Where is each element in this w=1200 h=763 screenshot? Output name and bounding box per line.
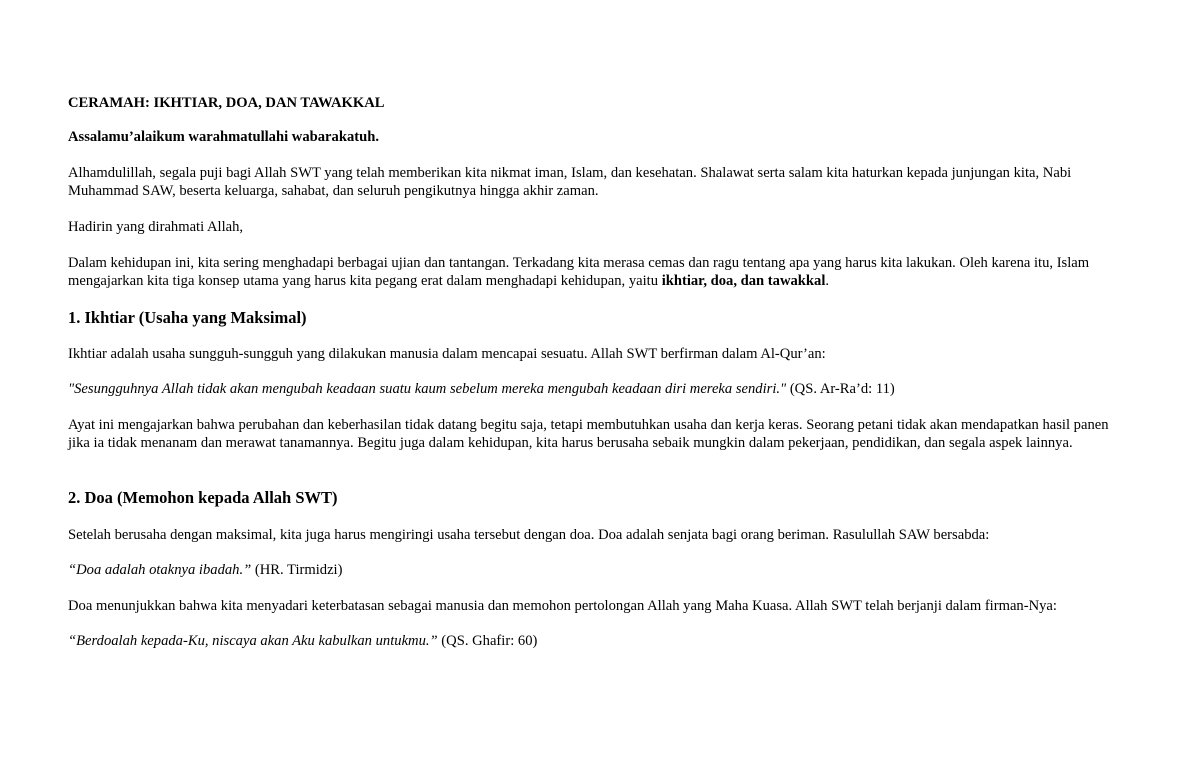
section1-quote: "Sesungguhnya Allah tidak akan mengubah keadaan suatu kaum sebelum mereka mengubah keadaan diri mereka sendiri." [68,381,787,397]
intro-text: Dalam kehidupan ini, kita sering menghadapi berbagai ujian dan tantangan. Terkadang kita merasa cemas dan ragu tentang apa yang harus kita lakukan. Oleh karena itu, Islam mengajarkan kita tiga konsep utama yang harus kita pegang erat dalam menghadapi kehidupan, yaitu [68,255,1090,289]
section2-quote1-ref: (HR. Tirmidzi) [251,562,343,578]
intro-paragraph [68,254,1134,290]
section2-quote2: “Berdoalah kepada-Ku, niscaya akan Aku kabulkan untukmu.” [68,633,438,649]
section1-heading: 1. Ikhtiar (Usaha yang Maksimal) [68,308,307,327]
section1-quote-line [68,380,1134,398]
section2-paragraph2: Doa menunjukkan bahwa kita menyadari keterbatasan sebagai manusia dan memohon pertolongan Allah yang Maha Kuasa. Allah SWT telah berjanji dalam firman-Nya: [68,598,1057,614]
section1-quote-ref: (QS. Ar-Ra’d: 11) [786,381,895,397]
section2-quote1: “Doa adalah otaknya ibadah.” [68,562,252,578]
document-title: CERAMAH: IKHTIAR, DOA, DAN TAWAKKAL [68,95,385,111]
address-line: Hadirin yang dirahmati Allah, [68,219,244,235]
section2-quote1-line [68,561,1134,579]
section1-paragraph1: Ikhtiar adalah usaha sungguh-sungguh yang dilakukan manusia dalam mencapai sesuatu. Allah SWT berfirman dalam Al-Qur’an: [68,346,826,362]
section2-quote2-ref: (QS. Ghafir: 60) [437,633,538,649]
intro-end: . [825,273,830,289]
opening-paragraph: Alhamdulillah, segala puji bagi Allah SWT yang telah memberikan kita nikmat iman, Islam, dan kesehatan. Shalawat serta salam kita haturkan kepada junjungan kita, Nabi Muhammad SAW, beserta keluarga, sahabat, dan seluruh pengikutnya hingga akhir zaman. [68,165,1072,199]
section1-paragraph2: Ayat ini mengajarkan bahwa perubahan dan keberhasilan tidak datang begitu saja, tetapi membutuhkan usaha dan kerja keras. Seorang petani tidak akan mendapatkan hasil panen jika ia tidak menanam dan merawat tanamannya. Begitu juga dalam kehidupan, kita harus berusaha sebaik mungkin dalam pekerjaan, pendidikan, dan segala aspek lainnya. [68,417,1109,451]
section2-heading: 2. Doa (Memohon kepada Allah SWT) [68,488,338,507]
greeting: Assalamu’alaikum warahmatullahi wabarakatuh. [68,129,379,145]
section2-quote2-line [68,632,1134,650]
section2-paragraph1: Setelah berusaha dengan maksimal, kita juga harus mengiringi usaha tersebut dengan doa. Doa adalah senjata bagi orang beriman. Rasulullah SAW bersabda: [68,527,990,543]
intro-key-concepts: ikhtiar, doa, dan tawakkal [661,273,826,289]
